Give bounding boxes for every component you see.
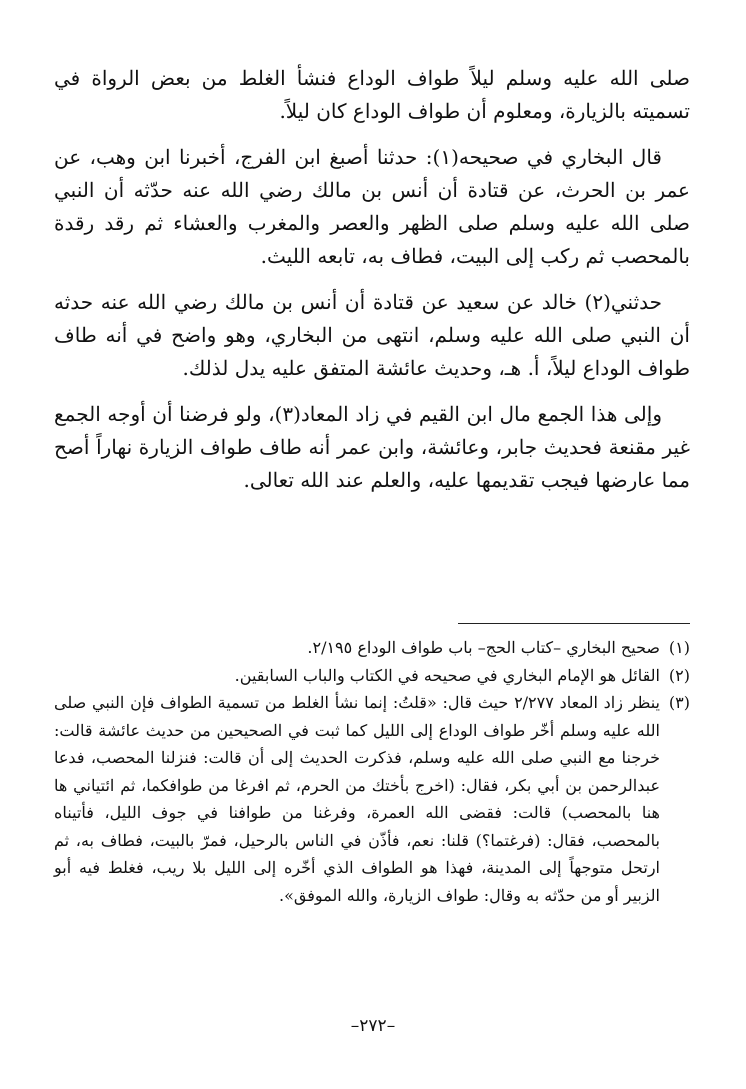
paragraph-4: وإلى هذا الجمع مال ابن القيم في زاد المعاد(٣)، ولو فرضنا أن أوجه الجمع غير مقنعة فحديث جابر، وعائشة، وابن عمر أنه طاف طواف الزيارة نهاراً أصح مما عارضها فيجب تقديمها عليه، والعلم عند الله تعالى.: [54, 402, 690, 492]
footnote-text: ينظر زاد المعاد ٢/٢٧٧ حيث قال: «قلتُ: إنما نشأ الغلط من تسمية الطواف فإن النبي صلى الله عليه وسلم أخّر طواف الوداع إلى الليل كما ثبت في الصحيحين من حديث عائشة قالت: خرجنا مع النبي صلى الله عليه وسلم، فذكرت الحديث إلى أن قالت: فنزلنا المحصب، فدعا عبدالرحمن بن أبي بكر، فقال: (اخرج بأختك من الحرم، ثم افرغا من طوافكما، ثم ائتياني ها هنا بالمحصب) قالت: فقضى الله العمرة، وفرغنا من طوافنا في جوف الليل، فأتيناه بالمحصب، فقال: (فرغتما؟) قلنا: نعم، فأذّن في الناس بالرحيل، فمرّ بالبيت، فطاف به، ثم ارتحل متوجهاً إلى المدينة، فهذا هو الطواف الذي أخّره إلى الليل بلا ريب، فغلط فيه أبو الزبير أو من حدّثه به وقال: طواف الزيارة، والله الموفق».: [54, 693, 661, 905]
footnotes: [54, 634, 690, 909]
paragraph-3: حدثني(٢) خالد عن سعيد عن قتادة أن أنس بن مالك رضي الله عنه حدثه أن النبي صلى الله عليه وسلم، انتهى من البخاري، وهو واضح في أنه طاف طواف الوداع ليلاً، أ. هـ، وحديث عائشة المتفق عليه يدل لذلك.: [54, 290, 690, 380]
footnote-1: [54, 634, 690, 662]
footnote-text: القائل هو الإمام البخاري في صحيحه في الكتاب والباب السابقين.: [234, 665, 660, 685]
footnote-2: [54, 662, 690, 690]
footnote-separator: [458, 623, 690, 624]
footnote-3: [54, 689, 690, 909]
paragraph-2: قال البخاري في صحيحه(١): حدثنا أصبغ ابن الفرج، أخبرنا ابن وهب، عن عمر بن الحرث، عن قتادة أن أنس بن مالك رضي الله عنه حدّثه أن النبي صلى الله عليه وسلم صلى الظهر والعصر والمغرب والعشاء ثم رقد رقدة بالمحصب ثم ركب إلى البيت، فطاف به، تابعه الليث.: [54, 145, 690, 268]
footnote-text: صحيح البخاري –كتاب الحج– باب طواف الوداع ٢/١٩٥.: [307, 638, 660, 657]
footnote-number: (٢): [668, 665, 690, 685]
footnote-number: (١): [668, 638, 690, 657]
footnote-number: (٣): [668, 693, 691, 712]
main-text: [54, 62, 690, 510]
page-number: –٢٧٢–: [350, 1016, 396, 1036]
paragraph-1: صلى الله عليه وسلم ليلاً طواف الوداع فنشأ الغلط من بعض الرواة في تسميته بالزيارة، ومعلوم أن طواف الوداع كان ليلاً.: [54, 66, 690, 123]
